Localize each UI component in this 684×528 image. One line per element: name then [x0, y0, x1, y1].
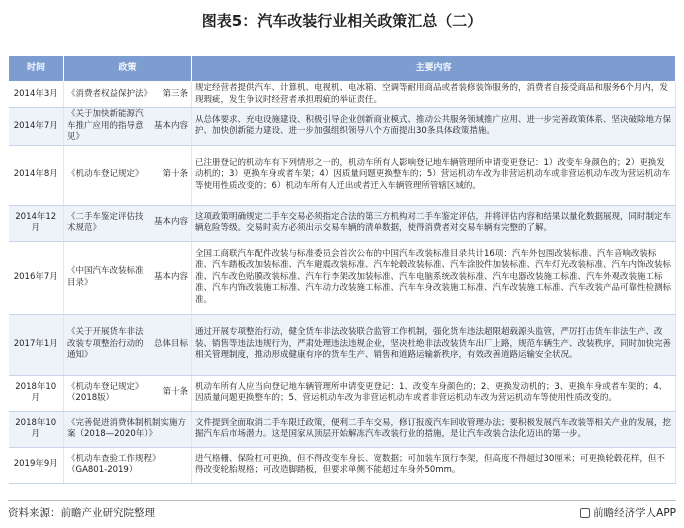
policy-article: 基本内容 [153, 120, 188, 131]
table-row [9, 447, 676, 483]
policy-name: 《机动车登记规定》 [67, 169, 144, 180]
cell-policy [64, 145, 192, 205]
cell-policy [64, 205, 192, 241]
cell-time: 2019年9月 [9, 447, 64, 483]
policy-name: 《中国汽车改装标准目录》 [67, 266, 144, 288]
table-row [9, 145, 676, 205]
cell-policy [64, 241, 192, 314]
footer [8, 505, 676, 523]
policy-name: 《关于开展货车非法改装专项整治行动的通知》 [67, 327, 144, 361]
policy-article: 基本内容 [153, 271, 188, 282]
header-policy: 政策 [64, 56, 192, 82]
page-title: 图表5：汽车改装行业相关政策汇总（二） [201, 12, 483, 30]
cell-content: 进气格栅、保险杠可更换，但不得改变车身长、宽数据；可加装车顶行李架，但高度不得超过30厘米；可更换轮毂花样，但不得改变轮胎规格；可改造脚踏板，但要求单侧不能超过车身外50mm。 [192, 447, 676, 483]
table-row [9, 82, 676, 108]
cell-policy [64, 314, 192, 375]
cell-policy [64, 411, 192, 447]
table-row [9, 205, 676, 241]
header-content: 主要内容 [192, 56, 676, 82]
cell-content: 已注册登记的机动车有下列情形之一的，机动车所有人影响登记地车辆管理所申请变更登记：1）改变车身颜色的；2）更换发动机的；3）更换车身或者车架；4）因质量问题更换整车的；5）营运机动车改为非营运机动车或非营运机动车改为营运机动车等使用性质改变的；6）机动车所有人迁出或者迁入车辆管理所管辖区域的。 [192, 145, 676, 205]
table-header-row [9, 56, 676, 82]
table-row [9, 411, 676, 447]
cell-time: 2018年10月 [9, 375, 64, 411]
cell-time: 2016年7月 [9, 241, 64, 314]
policy-article: 总体目标 [153, 338, 188, 349]
cell-content: 从总体要求、充电设施建设、积极引导企业创新商业模式、推动公共服务领域推广应用、进一步完善政策体系、坚决破除地方保护、加快创新能力建设、进一步加强组织领导八个方面提出30条具体政策措施。 [192, 108, 676, 146]
cell-content: 机动车所有人应当向登记地车辆管理所申请变更登记：1、改变车身颜色的；2、更换发动机的；3、更换车身或者车架的；4、因质量问题更换整车的；5、营运机动车改为非营运机动车或者非营运机动车改为营运机动车等使用性质改变的。 [192, 375, 676, 411]
policy-article: 第十条 [162, 387, 188, 398]
policy-name: 《完善促进消费体制机制实施方案（2018—2020年）》 [67, 417, 187, 439]
policy-name: 《二手车鉴定评估技术规范》 [67, 211, 144, 233]
policy-name: 《消费者权益保护法》 [67, 88, 153, 99]
policy-name: 《机动车登记规定》（2018版） [67, 381, 144, 403]
table-row [9, 314, 676, 375]
policy-name: 《机动车查验工作规程》（GA801-2019） [67, 453, 161, 475]
cell-content: 通过开展专项整治行动，健全货车非法改装联合监管工作机制，强化货车违法超限超载源头监管，严厉打击货车非法生产、改装、销售等违法违规行为，严肃处理违法违规企业，坚决杜绝非法改装货车出厂上路，规范车辆生产、改装秩序，同时加快完善相关管理制度，推动形成健康有序的货车生产、销售和道路运输新秩序，有效改善道路运输安全状况。 [192, 314, 676, 375]
cell-policy [64, 447, 192, 483]
app-logo-icon [580, 508, 590, 518]
policy-article: 基本内容 [153, 217, 188, 228]
policy-table [8, 55, 676, 484]
policy-article: 第三条 [162, 88, 188, 99]
table-row [9, 241, 676, 314]
cell-time: 2014年7月 [9, 108, 64, 146]
cell-content: 规定经营者提供汽车、计算机、电视机、电冰箱、空调等耐用商品或者装修装饰服务的，消费者自接受商品和服务6个月内，发现瑕疵，发生争议时经营者承担瑕疵的举证责任。 [192, 82, 676, 108]
cell-policy [64, 82, 192, 108]
cell-content: 文件提到全面取消二手车限迁政策，便利二手车交易，修订报废汽车回收管理办法；要积极发展汽车改装等相关产业的发展，挖掘汽车后市场潜力。这是国家从顶层开始解冻汽车改装行业的措施，是让汽车改装合法化迈出的第一步。 [192, 411, 676, 447]
brand-name: 前瞻经济学人APP [593, 507, 676, 519]
footer-divider [8, 500, 676, 501]
cell-content: 全国工商联汽车配件改装与标准委员会首次公布的中国汽车改装标准目录共计16项：汽车外包围改装标准、汽车音响改装标准、汽车踏板改加装标准、汽车避震改装标准、汽车轮毂改装标准、汽车涂胶件加装标准、汽车灯光改装标准、汽车内饰改装标准、汽车改色贴膜改装标准、汽车行李架改加装标准、汽车电脑系统改装标准、汽车电器改装施工标准、汽车外观改装施工标准、汽车内饰改装施工标准、汽车动力改装施工标准、汽车车身改装施工标准、汽车改装施工标准、汽车改装产品可靠性检测标准。 [192, 241, 676, 314]
cell-policy [64, 375, 192, 411]
cell-time: 2014年8月 [9, 145, 64, 205]
cell-time: 2017年1月 [9, 314, 64, 375]
cell-time: 2018年10月 [9, 411, 64, 447]
brand [580, 505, 676, 520]
cell-policy [64, 108, 192, 146]
header-time: 时间 [9, 56, 64, 82]
cell-time: 2014年12月 [9, 205, 64, 241]
policy-name: 《关于加快新能源汽车推广应用的指导意见》 [67, 109, 144, 142]
cell-content: 这项政策明确规定二手车交易必须指定合法的第三方机构对二手车鉴定评估，并将评估内容和结果以量化数据展现，同时制定车辆危险等级。交易时卖方必须出示交易车辆的清单数据，使得消费者对交易车辆有完整的了解。 [192, 205, 676, 241]
table-row [9, 108, 676, 146]
table-row [9, 375, 676, 411]
source-note: 资料来源：前瞻产业研究院整理 [8, 507, 155, 519]
cell-time: 2014年3月 [9, 82, 64, 108]
policy-article: 第十条 [162, 169, 188, 180]
